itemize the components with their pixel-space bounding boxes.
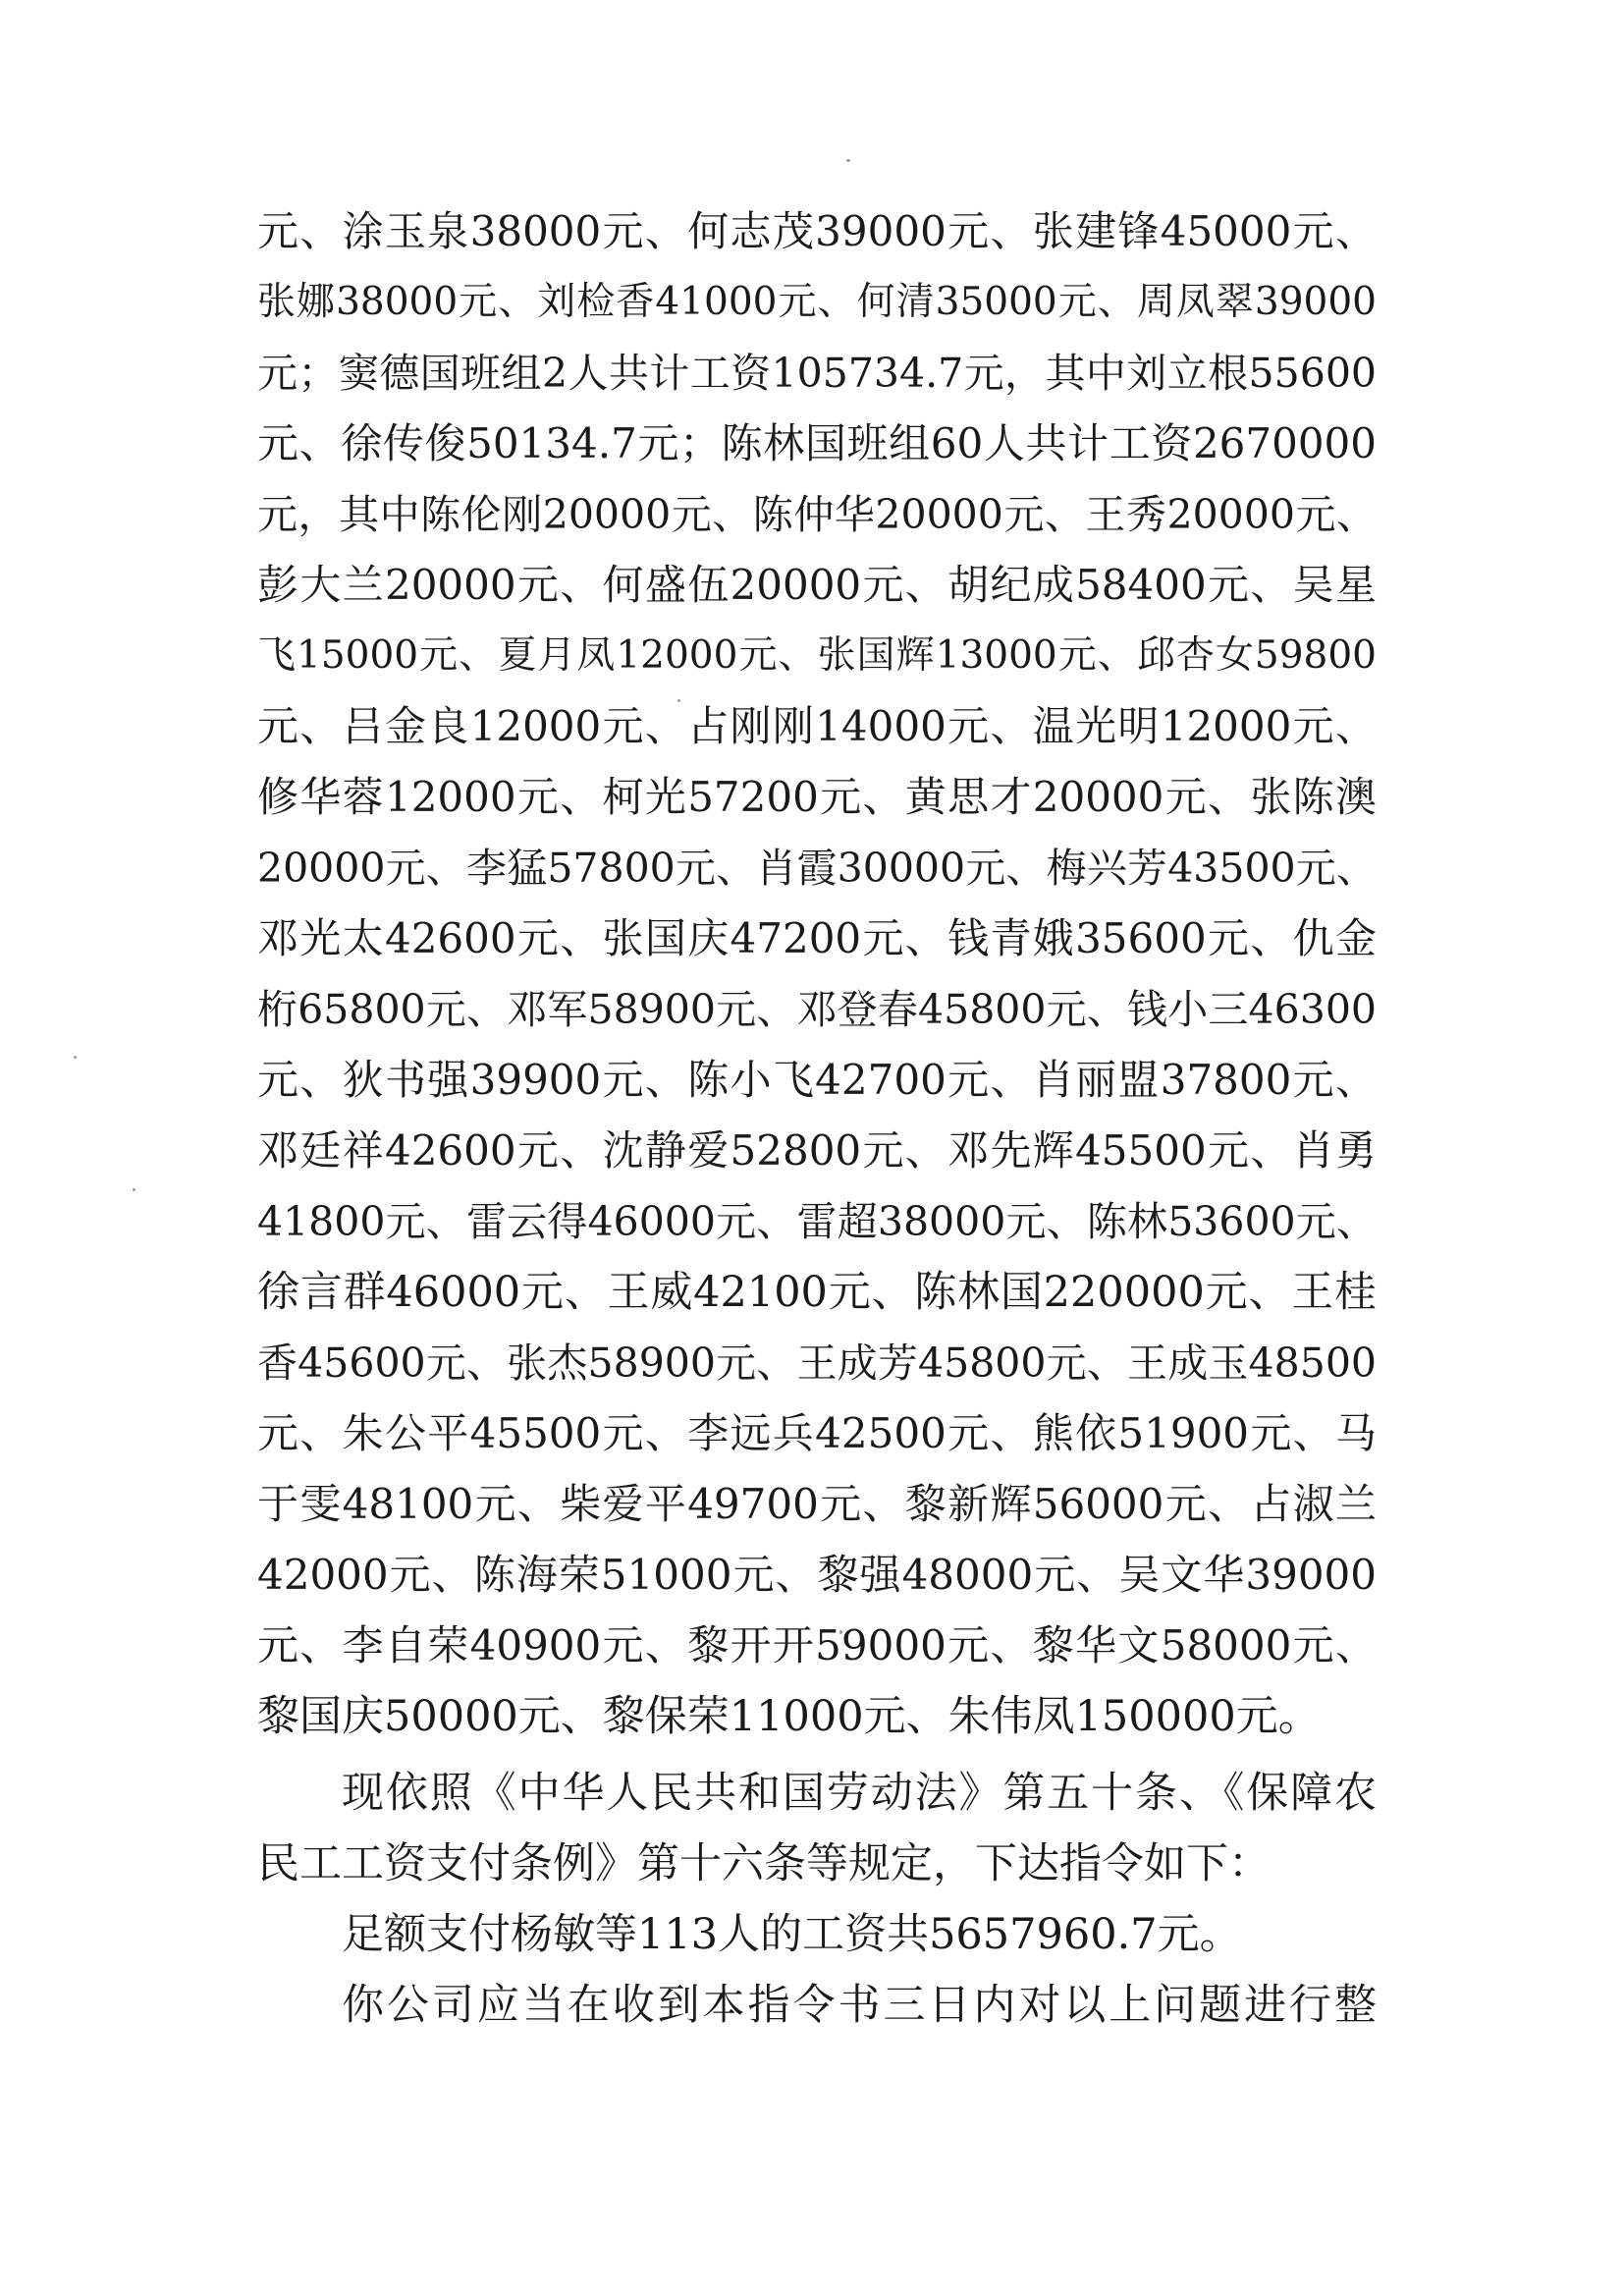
text-line: 彭大兰20000元、何盛伍20000元、胡纪成58400元、吴星 xyxy=(257,561,1377,609)
scan-speck xyxy=(133,1188,135,1191)
text-line: 元、吕金良12000元、占刚刚14000元、温光明12000元、 xyxy=(257,702,1377,750)
paragraph-legal-basis xyxy=(257,1758,1377,1899)
text-line: 邓廷祥42600元、沈静爱52800元、邓先辉45500元、肖勇 xyxy=(257,1126,1377,1175)
text-line: 元，其中陈伦刚20000元、陈仲华20000元、王秀20000元、 xyxy=(257,491,1377,538)
text-line: 香45600元、张杰58900元、王成芳45800元、王成玉48500 xyxy=(257,1339,1377,1387)
text-line: 20000元、李猛57800元、肖霞30000元、梅兴芳43500元、 xyxy=(257,845,1377,892)
text-line: 元、狄书强39900元、陈小飞42700元、肖丽盟37800元、 xyxy=(257,1056,1377,1104)
text-line: 元、涂玉泉38000元、何志茂39000元、张建锋45000元、 xyxy=(257,207,1377,255)
text-line: 元；窦德国班组2人共计工资105734.7元，其中刘立根55600 xyxy=(257,350,1377,397)
text-line: 41800元、雷云得46000元、雷超38000元、陈林53600元、 xyxy=(257,1198,1377,1245)
text-line: 42000元、陈海荣51000元、黎强48000元、吴文华39000 xyxy=(257,1551,1377,1599)
text-line: 元、朱公平45500元、李远兵42500元、熊依51900元、马 xyxy=(257,1409,1377,1457)
text-line: 张娜38000元、刘检香41000元、何清35000元、周凤翠39000 xyxy=(257,280,1377,324)
text-line: 于雯48100元、柴爱平49700元、黎新辉56000元、占淑兰 xyxy=(257,1480,1377,1528)
text-line: 现依照《中华人民共和国劳动法》第五十条、《保障农 xyxy=(342,1769,1377,1818)
text-line: 你公司应当在收到本指令书三日内对以上问题进行整 xyxy=(342,1981,1377,2030)
text-line: 足额支付杨敏等113人的工资共5657960.7元。 xyxy=(342,1910,1242,1959)
paragraph-instruction xyxy=(257,1899,1377,1970)
text-line: 黎国庆50000元、黎保荣11000元、朱伟凤150000元。 xyxy=(257,1692,1321,1741)
paragraph-deadline xyxy=(257,1970,1377,2041)
paragraph-wage-list xyxy=(257,196,1377,1752)
text-line: 修华蓉12000元、柯光57200元、黄思才20000元、张陈澳 xyxy=(257,773,1377,821)
text-line: 元、李自荣40900元、黎开开59000元、黎华文58000元、 xyxy=(257,1621,1377,1669)
document-body xyxy=(257,196,1377,2041)
text-line: 桁65800元、邓军58900元、邓登春45800元、钱小三46300 xyxy=(257,986,1377,1033)
text-line: 徐言群46000元、王威42100元、陈林国220000元、王桂 xyxy=(257,1268,1377,1317)
scan-speck xyxy=(846,159,850,162)
text-line: 民工工资支付条例》第十六条等规定，下达指令如下： xyxy=(257,1839,1271,1888)
text-line: 元、徐传俊50134.7元；陈林国班组60人共计工资2670000 xyxy=(257,419,1377,467)
scan-speck xyxy=(74,1056,77,1059)
text-line: 飞15000元、夏月凤12000元、张国辉13000元、邱杏女59800 xyxy=(257,633,1377,678)
text-line: 邓光太42600元、张国庆47200元、钱青娥35600元、仇金 xyxy=(257,914,1377,962)
